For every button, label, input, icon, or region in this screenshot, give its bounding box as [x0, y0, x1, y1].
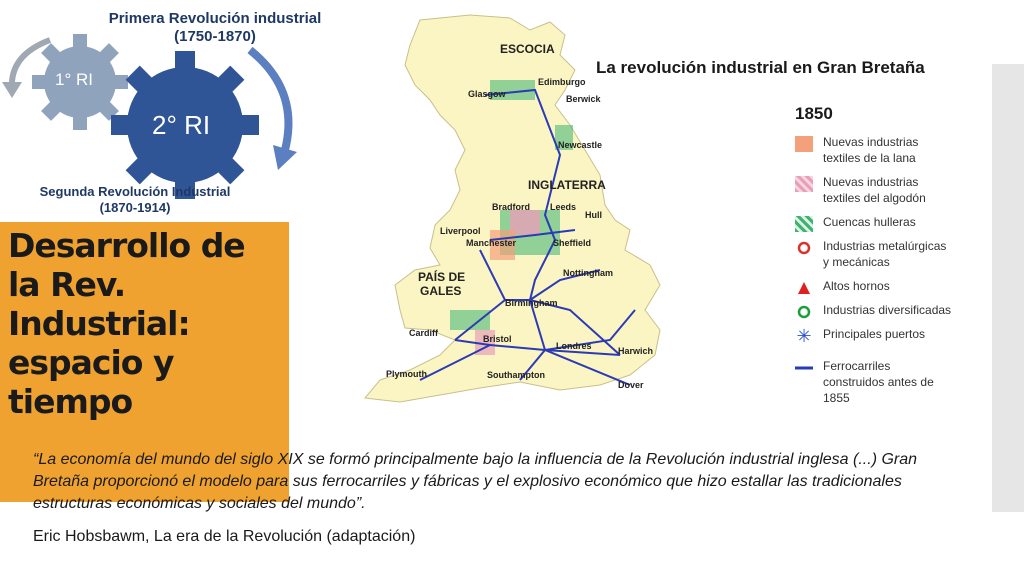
hobsbawm-quote: “La economía del mundo del siglo XIX se formó principalmente bajo la influencia de la Revolución industrial inglesa (...) Gran Bretaña proporcionó el modelo para sus ferrocarriles y fábricas y el explosivo económico que hizo estallar las tradicionales estructuras económicas y sociales del mundo”.: [33, 451, 918, 512]
city-label: Newcastle: [558, 140, 603, 150]
blast-furnace-triangle-icon: [795, 280, 813, 296]
coalfield-swatch: [795, 216, 813, 232]
port-star-icon: ✳: [796, 326, 812, 346]
legend-line: Principales puertos: [823, 327, 926, 341]
city-label: Leeds: [550, 202, 577, 212]
slide-title: [8, 226, 288, 421]
legend-line: textiles del algodón: [823, 191, 926, 205]
legend-line: Industrias metalúrgicas: [823, 239, 947, 253]
first-revolution-name: Primera Revolución industrial: [108, 10, 322, 27]
first-revolution-dates: (1750-1870): [174, 28, 256, 45]
legend-text: [823, 326, 993, 342]
map-title: La revolución industrial en Gran Bretaña: [596, 58, 925, 77]
legend-line: 1855: [823, 391, 850, 405]
legend-line: Cuencas hulleras: [823, 215, 916, 229]
legend-text: [823, 214, 993, 230]
city-label: Bradford: [492, 202, 530, 212]
city-label: Hull: [585, 210, 602, 220]
cotton-textile-swatch: [795, 176, 813, 192]
city-label: Dover: [618, 380, 644, 390]
quote-author: Eric Hobsbawm, La era de la Revolución (adaptación): [33, 528, 416, 545]
city-label: Plymouth: [386, 369, 428, 379]
legend-line: textiles de la lana: [823, 151, 916, 165]
legend-line: Nuevas industrias: [823, 135, 919, 149]
legend-text: [823, 278, 993, 294]
city-label: Harwich: [618, 346, 654, 356]
legend-text: [823, 302, 993, 318]
legend-text: [823, 174, 993, 206]
second-revolution-dates: (1870-1914): [99, 200, 171, 215]
railway-line-icon: [795, 360, 813, 376]
legend-text: [823, 238, 993, 270]
city-label: Londres: [556, 341, 592, 351]
legend-line: Altos hornos: [823, 279, 890, 293]
slide-title-line: Desarrollo de: [8, 226, 245, 265]
legend-line: Nuevas industrias: [823, 175, 919, 189]
first-revolution-title: [80, 10, 350, 46]
wool-textile-swatch: [795, 136, 813, 152]
right-decorative-bar: [992, 64, 1024, 512]
legend-year: 1850: [795, 104, 833, 123]
city-label: Glasgow: [468, 89, 506, 99]
second-revolution-title: [0, 184, 270, 216]
legend-line: y mecánicas: [823, 255, 890, 269]
city-label: Edimburgo: [538, 77, 586, 87]
second-revolution-name: Segunda Revolución Industrial: [39, 184, 231, 199]
slide-title-line: la Rev.: [8, 265, 126, 304]
legend-line: Ferrocarriles: [823, 359, 891, 373]
region-scotland: ESCOCIA: [500, 42, 555, 56]
legend-text: [823, 358, 993, 406]
big-gear-label: 2° RI: [152, 110, 211, 140]
region-wales-line1: PAÍS DE: [418, 270, 466, 284]
city-label: Berwick: [566, 94, 601, 104]
city-label: Sheffield: [553, 238, 592, 248]
city-label: Birmingham: [505, 298, 558, 308]
revolution-gears-diagram: [0, 0, 360, 225]
city-label: Liverpool: [440, 226, 481, 236]
metallurgy-circle-icon: [795, 240, 813, 256]
city-label: Nottingham: [563, 268, 613, 278]
diversified-circle-icon: [795, 304, 813, 320]
region-england: INGLATERRA: [528, 178, 606, 192]
legend-line: Industrias diversificadas: [823, 303, 952, 317]
legend-line: construidos antes de: [823, 375, 934, 389]
city-label: Manchester: [466, 238, 517, 248]
region-wales-line2: GALES: [420, 284, 462, 298]
city-label: Southampton: [487, 370, 545, 380]
small-gear-label: 1° RI: [55, 70, 93, 89]
city-label: Bristol: [483, 334, 512, 344]
city-label: Cardiff: [409, 328, 438, 338]
slide-title-line: Industrial:: [8, 304, 190, 343]
slide-title-line: tiempo: [8, 382, 133, 421]
legend-text: [823, 134, 993, 166]
slide-title-line: espacio y: [8, 343, 174, 382]
